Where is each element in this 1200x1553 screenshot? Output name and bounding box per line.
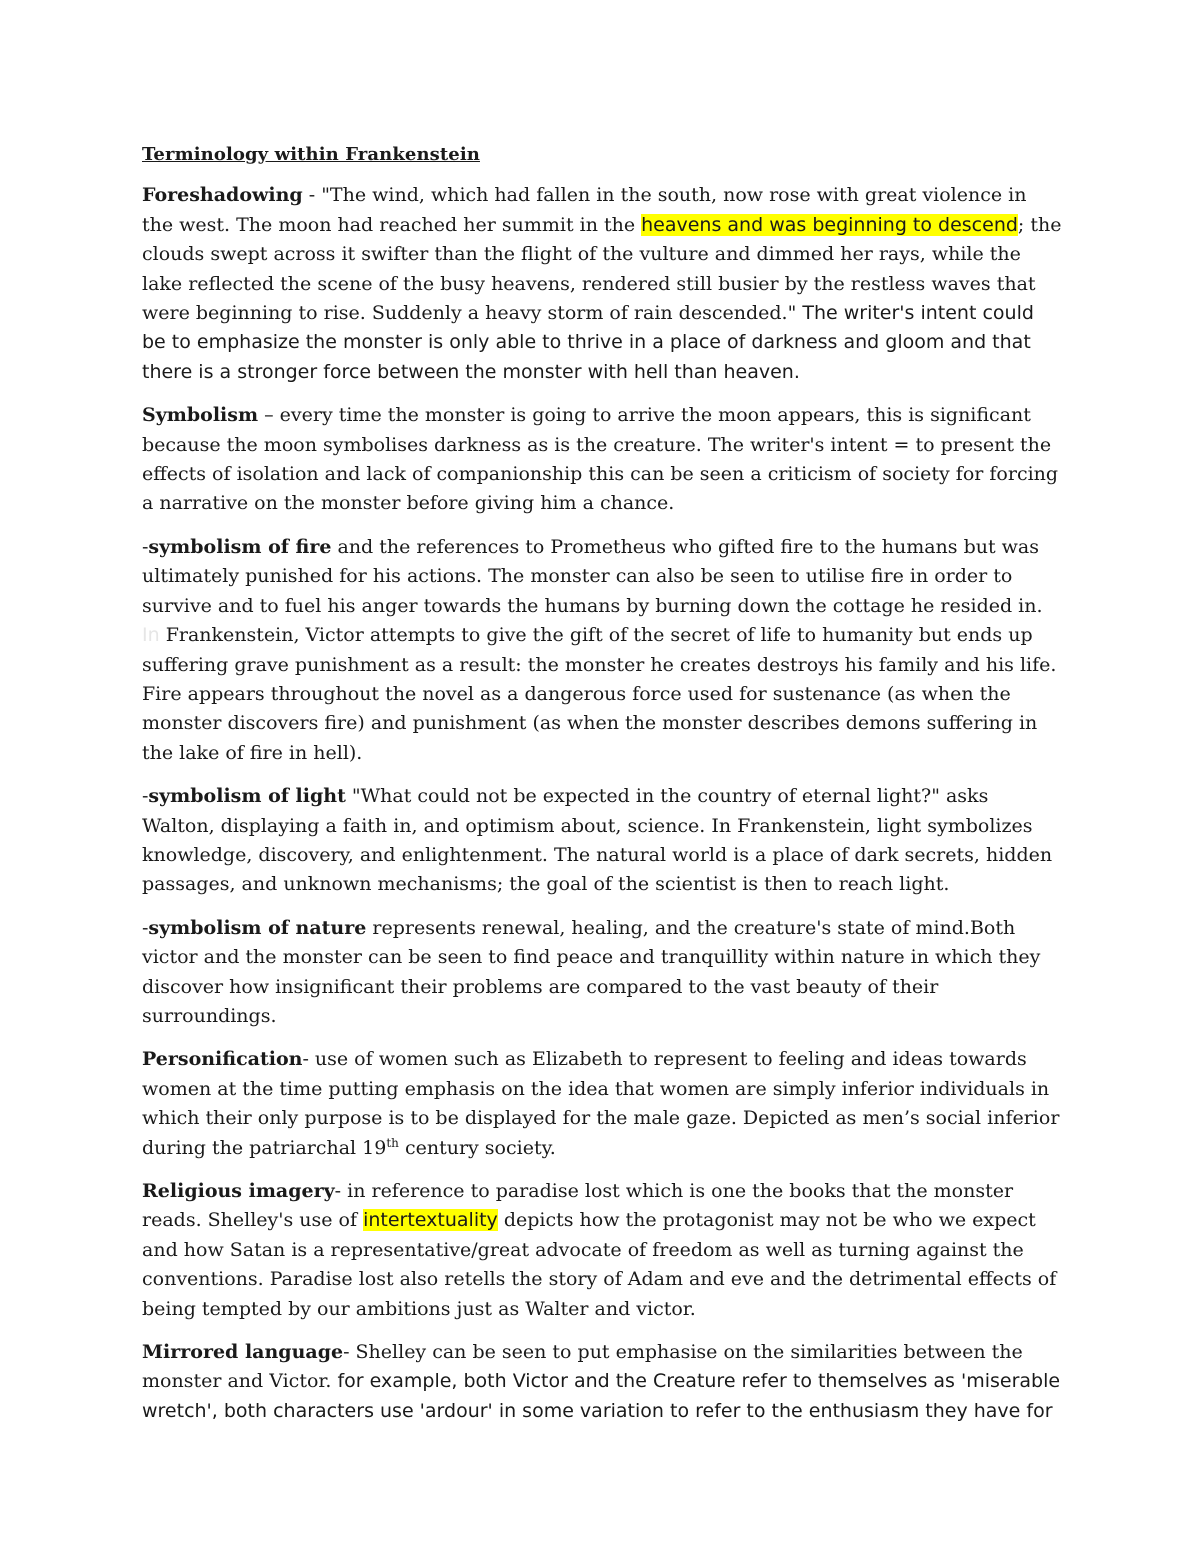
fire-text: and the references to Prometheus who gifted fire to the humans but was ultimately punished for his actions. The monster can also be seen to utilise fire in order to survive and to fuel his anger towards the humans by burning down the cottage he resided in.	[142, 535, 1043, 617]
symbolism-text: – every time the monster is going to arrive the moon appears, this is significant because the moon symbolises darkness as is the creature. The writer's intent = to present the effects of isolation and lack of companionship this can be seen a criticism of society for forcing a narrative on the monster before giving him a chance.	[142, 404, 1059, 515]
light-text: "What could not be expected in the country of eternal light?" asks Walton, displaying a faith in, and optimism about, science. In Frankenstein, light symbolizes knowledge, discovery, and enlightenment. The natural world is a place of dark secrets, hidden passages, and unknown mechanisms; the goal of the scientist is then to reach light.	[142, 785, 1053, 896]
paragraph-personification	[142, 1045, 1062, 1163]
analysis-text: The writer's intent could be to emphasize the monster is only able to thrive in a place of darkness and gloom and that there is a stronger force between the monster with hell than heaven.	[142, 302, 1034, 383]
quote-text-1: "The wind, which had fallen in the south, now rose with great violence in the west. The moon had reached her summit in the	[142, 184, 1027, 236]
paragraph-nature	[142, 914, 1062, 1032]
mirrored-text: - Shelley can be seen to put emphasise on the similarities between the monster and Victor.	[142, 1341, 1023, 1393]
document-title: Terminology within Frankenstein	[142, 144, 480, 165]
paragraph-symbolism	[142, 401, 1062, 519]
highlighted-text: intertextuality	[363, 1209, 498, 1232]
term-religious: Religious imagery	[142, 1180, 335, 1202]
term-mirrored: Mirrored language	[142, 1341, 344, 1364]
term-foreshadowing: Foreshadowing	[142, 184, 303, 207]
paragraph-light	[142, 782, 1062, 900]
fire-text-2: Frankenstein, Victor attempts to give the gift of the secret of life to humanity but ends up suffering grave punishment as a result: the monster he creates destroys his family and his life. Fire appears throughout the novel as a dangerous force used for sustenance (as when the monster discovers fire) and punishment (as when the monster describes demons suffering in the lake of fire in hell).	[142, 624, 1057, 764]
faint-text: In	[142, 624, 160, 647]
term-separator: -	[302, 184, 322, 207]
term-light: symbolism of light	[148, 785, 346, 808]
quote-text-2: ; the clouds swept across it swifter than the flight of the vulture and dimmed her rays, while the lake reflected the scene of the busy heavens, rendered still busier by the restless waves that were beginning to rise. Suddenly a heavy storm of rain descended."	[142, 213, 1062, 325]
document-page	[142, 140, 1062, 1440]
term-nature: symbolism of nature	[148, 916, 367, 939]
nature-text: represents renewal, healing, and the creature's state of mind.Both victor and the monster can be seen to find peace and tranquillity within nature in which they discover how insignificant their problems are compared to the vast beauty of their surroundings.	[142, 916, 1041, 1027]
paragraph-fire	[142, 533, 1062, 768]
superscript: th	[386, 1135, 399, 1150]
term-fire: symbolism of fire	[148, 535, 332, 558]
term-personification: Personification	[142, 1048, 303, 1071]
religious-text-2: depicts how the protagonist may not be who we expect and how Satan is a representative/great advocate of freedom as well as turning against the conventions. Paradise lost also retells the story of Adam and eve and the detrimental effects of being tempted by our ambitions just as Walter and victor.	[142, 1209, 1057, 1320]
dash-prefix: -	[142, 785, 149, 808]
paragraph-mirrored	[142, 1338, 1062, 1426]
mirrored-text-2: for example, both Victor and the Creature refer to themselves as 'miserable wretch', both characters use 'ardour' in some variation to refer to the enthusiasm they have for	[142, 1370, 1061, 1422]
religious-text: - in reference to paradise lost which is one the books that the monster reads. Shelley's use of	[142, 1180, 1014, 1232]
paragraph-religious	[142, 1177, 1062, 1324]
highlighted-text: heavens and was beginning to descend	[641, 213, 1018, 236]
term-symbolism: Symbolism	[142, 404, 259, 427]
dash-prefix: -	[142, 535, 149, 558]
personification-text-2: century society.	[398, 1136, 556, 1159]
paragraph-foreshadowing	[142, 181, 1062, 387]
personification-text: - use of women such as Elizabeth to represent to feeling and ideas towards women at the time putting emphasis on the idea that women are simply inferior individuals in which their only purpose is to be displayed for the male gaze. Depicted as men’s social inferior during the patriarchal 19	[142, 1048, 1060, 1159]
dash-prefix: -	[142, 916, 149, 939]
